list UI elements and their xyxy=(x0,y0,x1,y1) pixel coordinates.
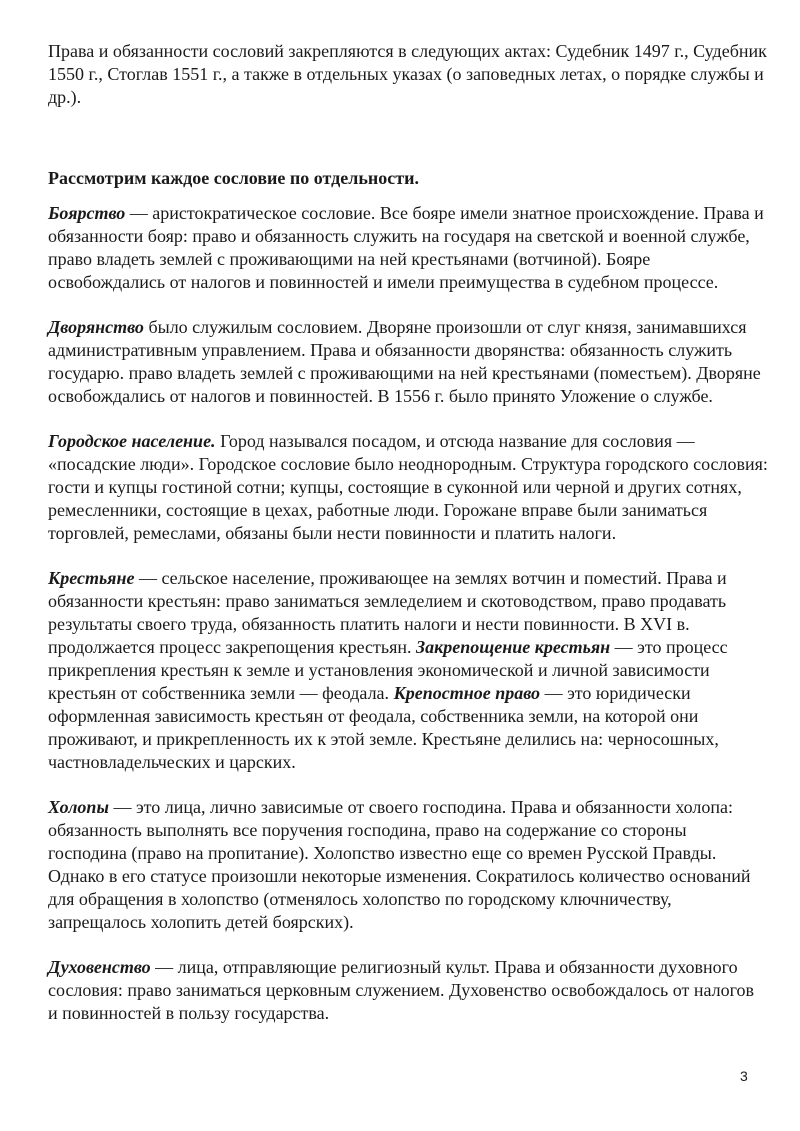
peasants-text-2: — это процесс прикрепления крестьян к земле и установления экономической и личной зависимости крестьян от собственника земли — феодала. xyxy=(48,637,728,703)
peasants-text-3: — это юридически оформленная зависимость крестьян от феодала, собственника земли, на которой они проживают, и прикрепленность их к этой земле. Крестьяне делились на: черносошных, частновладельческих и царских. xyxy=(48,683,719,772)
clergy-text: — лица, отправляющие религиозный культ. Права и обязанности духовного сословия: право заниматься церковным служением. Духовенство освобождалось от налогов и повинностей в пользу государства. xyxy=(48,957,755,1023)
serfs-paragraph xyxy=(48,796,768,934)
document-page xyxy=(48,40,768,1047)
townspeople-text: Город назывался посадом, и отсюда название для сословия — «посадские люди». Городское сословие было неоднородным. Структура городского сословия: гости и купцы гостиной сотни; купцы, состоящие в суконной или черной и других сотнях, ремесленники, состоящие в цехах, работные люди. Горожане вправе были заниматься торговлей, ремеслами, обязаны были нести повинности и платить налоги. xyxy=(48,431,768,543)
serfs-text: — это лица, лично зависимые от своего господина. Права и обязанности холопа: обязанность выполнять все поручения господина, право на содержание со стороны господина (право на пропитание). Холопство известно еще со времен Русской Правды. Однако в его статусе произошли некоторые изменения. Сократилось количество оснований для обращения в холопство (отменялось холопство по городскому ключничеству, запрещалось холопить детей боярских). xyxy=(48,797,751,932)
serfs-term: Холопы xyxy=(48,797,109,817)
peasants-text-1: — сельское население, проживающее на землях вотчин и поместий. Права и обязанности крестьян: право заниматься земледелием и скотоводством, право продавать результаты своего труда, обязанность платить налоги и нести повинности. В XVI в. продолжается процесс закрепощения крестьян. xyxy=(48,568,727,657)
nobility-text: было служилым сословием. Дворяне произошли от слуг князя, занимавшихся административным управлением. Права и обязанности дворянства: обязанность служить государю. право владеть землей с проживающими на ней крестьянами (поместьем). Дворяне освобождались от налогов и повинностей. В 1556 г. было принято Уложение о службе. xyxy=(48,317,761,406)
boyars-text: — аристократическое сословие. Все бояре имели знатное происхождение. Права и обязанности бояр: право и обязанность служить на государя на светской и военной службе, право владеть землей с проживающими на ней крестьянами (вотчиной). Бояре освобождались от налогов и повинностей и имели преимущества в судебном процессе. xyxy=(48,203,764,292)
clergy-paragraph xyxy=(48,956,768,1025)
intro-paragraph: Права и обязанности сословий закрепляются в следующих актах: Судебник 1497 г., Судебник 1550 г., Стоглав 1551 г., а также в отдельных указах (о заповедных летах, о порядке службы и др.). xyxy=(48,41,767,107)
boyars-term: Боярство xyxy=(48,203,126,223)
boyars-paragraph xyxy=(48,202,768,294)
serfdom-law-term: Крепостное право xyxy=(393,683,541,703)
page-number: 3 xyxy=(740,1068,748,1084)
nobility-paragraph xyxy=(48,316,768,408)
peasants-paragraph xyxy=(48,567,768,774)
peasants-term: Крестьяне xyxy=(48,568,135,588)
townspeople-paragraph xyxy=(48,430,768,545)
townspeople-term: Городское население. xyxy=(48,431,216,451)
nobility-term: Дворянство xyxy=(48,317,144,337)
section-heading: Рассмотрим каждое сословие по отдельности. xyxy=(48,168,419,188)
clergy-term: Духовенство xyxy=(48,957,151,977)
serfdom-process-term: Закрепощение крестьян xyxy=(416,637,611,657)
